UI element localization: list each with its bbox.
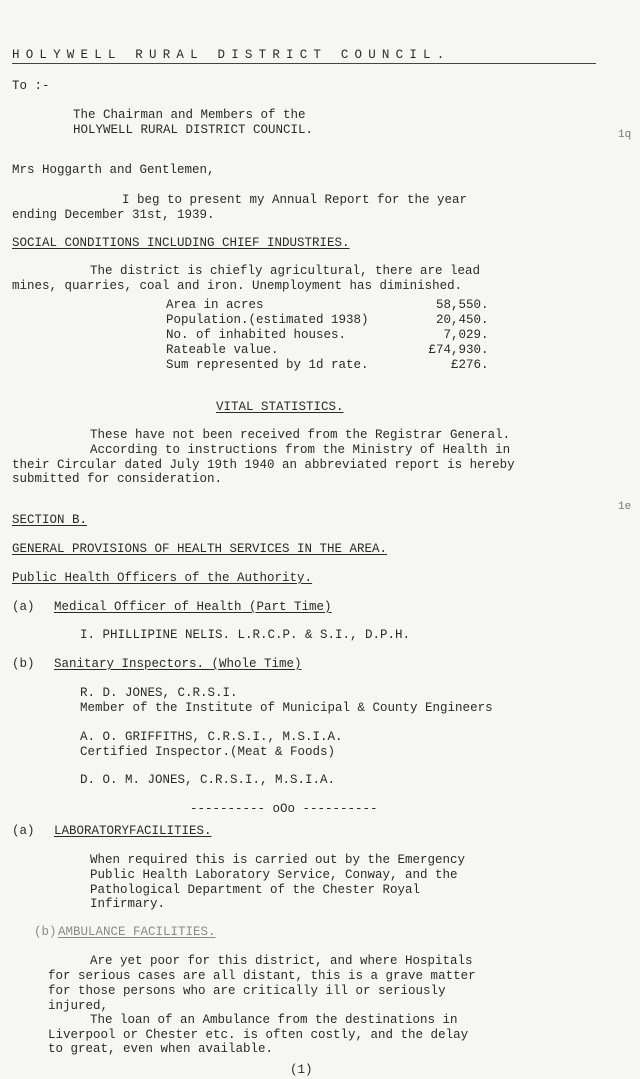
addressee-line-2: HOLYWELL RURAL DISTRICT COUNCIL.: [73, 123, 314, 137]
stat-row: [166, 313, 489, 328]
ambulance-label: (b): [34, 925, 57, 939]
vital-para-line-4: submitted for consideration.: [12, 472, 223, 486]
stat-label: Area in acres: [166, 298, 264, 312]
stat-label: Sum represented by 1d rate.: [166, 358, 369, 372]
inspector-2-detail: Certified Inspector.(Meat & Foods): [80, 745, 336, 759]
vital-heading: VITAL STATISTICS.: [216, 400, 344, 414]
stat-value: 7,029.: [443, 328, 489, 342]
ambulance-para-line-5: The loan of an Ambulance from the destinations in: [90, 1013, 458, 1027]
moh-name: I. PHILLIPINE NELIS. L.R.C.P. & S.I., D.P.H.: [80, 628, 411, 642]
to-line: To :-: [12, 79, 50, 93]
inspector-1-name: R. D. JONES, C.R.S.I.: [80, 686, 238, 700]
sanitary-heading: Sanitary Inspectors. (Whole Time): [54, 657, 302, 671]
lab-para-line-1: When required this is carried out by the Emergency: [90, 853, 466, 867]
stat-row: [166, 343, 489, 358]
ambulance-para-line-7: to great, even when available.: [48, 1042, 274, 1056]
moh-label: (a): [12, 600, 35, 614]
lab-para-line-4: Infirmary.: [90, 897, 166, 911]
separator: ---------- oOo ----------: [190, 802, 378, 816]
lab-heading: LABORATORYFACILITIES.: [54, 824, 212, 838]
lab-para-line-2: Public Health Laboratory Service, Conway, and the: [90, 868, 458, 882]
ambulance-para-line-4: injured,: [48, 999, 109, 1013]
salutation: Mrs Hoggarth and Gentlemen,: [12, 163, 215, 177]
vital-para-line-1: These have not been received from the Registrar General.: [90, 428, 511, 442]
general-provisions-heading: GENERAL PROVISIONS OF HEALTH SERVICES IN THE AREA.: [12, 542, 388, 556]
inspector-1-detail: Member of the Institute of Municipal & County Engineers: [80, 701, 493, 715]
margin-mark-2: 1e: [618, 501, 632, 513]
lab-para-line-3: Pathological Department of the Chester Royal: [90, 883, 421, 897]
stat-label: Population.(estimated 1938): [166, 313, 369, 327]
stat-value: £276.: [451, 358, 489, 372]
section-b-heading: SECTION B.: [12, 513, 88, 527]
social-para-line-2: mines, quarries, coal and iron. Unemployment has diminished.: [12, 279, 463, 293]
ambulance-para-line-3: for those persons who are critically ill or seriously: [48, 984, 446, 998]
ambulance-para-line-2: for serious cases are all distant, this is a grave matter: [48, 969, 476, 983]
moh-heading: Medical Officer of Health (Part Time): [54, 600, 332, 614]
vital-para-line-2: According to instructions from the Ministry of Health in: [90, 443, 511, 457]
page-number: (1): [290, 1063, 313, 1077]
margin-mark-1: 1q: [618, 129, 632, 141]
social-para-line-1: The district is chiefly agricultural, there are lead: [90, 264, 481, 278]
stat-row: [166, 298, 489, 313]
header-rule: [12, 63, 596, 64]
officers-heading: Public Health Officers of the Authority.: [12, 571, 313, 585]
lab-label: (a): [12, 824, 35, 838]
district-statistics: [166, 298, 489, 373]
stat-row: [166, 328, 489, 343]
stat-label: No. of inhabited houses.: [166, 328, 347, 342]
ambulance-para-line-1: Are yet poor for this district, and where Hospitals: [90, 954, 473, 968]
stat-row: [166, 358, 489, 373]
ambulance-heading: AMBULANCE FACILITIES.: [58, 925, 216, 939]
council-header: HOLYWELL RURAL DISTRICT COUNCIL.: [12, 48, 451, 62]
intro-line-2: ending December 31st, 1939.: [12, 208, 215, 222]
sanitary-label: (b): [12, 657, 35, 671]
stat-value: 20,450.: [436, 313, 489, 327]
inspector-2-name: A. O. GRIFFITHS, C.R.S.I., M.S.I.A.: [80, 730, 343, 744]
addressee-line-1: The Chairman and Members of the: [73, 108, 306, 122]
ambulance-para-line-6: Liverpool or Chester etc. is often costly, and the delay: [48, 1028, 469, 1042]
vital-para-line-3: their Circular dated July 19th 1940 an abbreviated report is hereby: [12, 458, 515, 472]
intro-line-1: I beg to present my Annual Report for the year: [122, 193, 468, 207]
stat-value: £74,930.: [428, 343, 489, 357]
stat-label: Rateable value.: [166, 343, 279, 357]
stat-value: 58,550.: [436, 298, 489, 312]
inspector-3-name: D. O. M. JONES, C.R.S.I., M.S.I.A.: [80, 773, 336, 787]
social-heading: SOCIAL CONDITIONS INCLUDING CHIEF INDUSTRIES.: [12, 236, 350, 250]
